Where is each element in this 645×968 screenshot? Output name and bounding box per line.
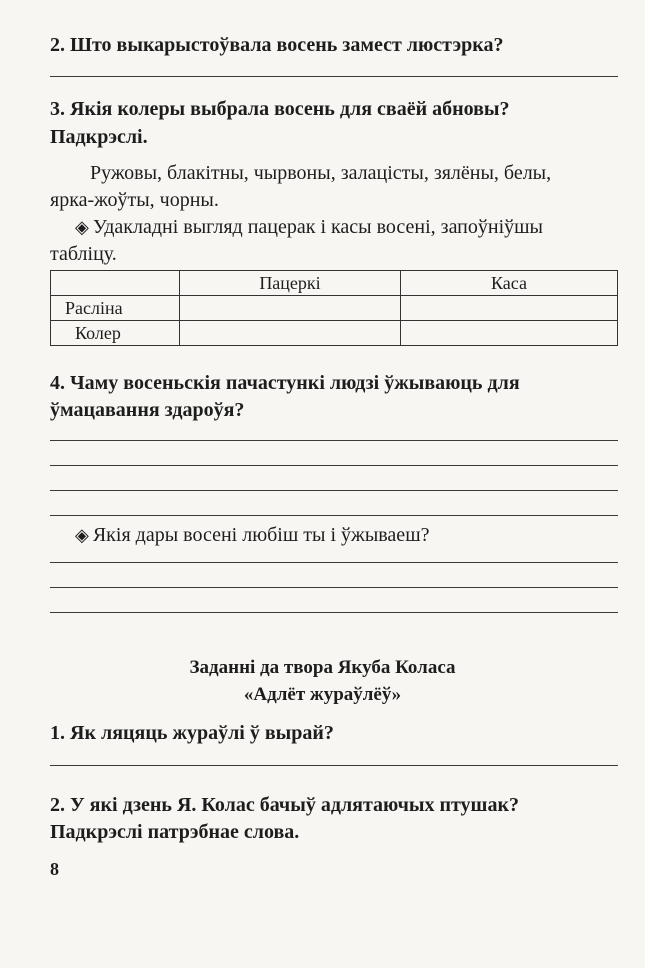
question-3-line1: 3. Якія колеры выбрала восень для сваёй абновы? xyxy=(50,98,510,120)
table-cell[interactable] xyxy=(180,296,401,321)
colors-list-line1: Ружовы, блакітны, чырвоны, залацісты, зялёны, белы, xyxy=(90,162,552,184)
section-subtitle: «Адлёт жураўлёў» xyxy=(243,684,402,705)
table-row-label: Расліна xyxy=(51,296,180,321)
answer-line xyxy=(50,612,618,613)
answer-line xyxy=(50,440,618,441)
answer-line xyxy=(50,562,618,563)
table-row-label: Колер xyxy=(51,321,180,346)
table-header-cell: Каса xyxy=(401,271,618,296)
kolas-question-2-line2: Падкрэслі патрэбнае слова. xyxy=(50,821,300,843)
answer-line xyxy=(50,765,618,766)
answer-line xyxy=(50,587,618,588)
answer-line xyxy=(50,76,618,77)
table-row xyxy=(51,321,618,346)
task-line1 xyxy=(75,214,543,241)
kolas-question-2-line1: 2. У які дзень Я. Колас бачыў адлятаючых птушак? xyxy=(50,794,519,816)
task-text: Удакладні выгляд пацерак і касы восені, запоўніўшы xyxy=(92,216,543,238)
answer-line xyxy=(50,490,618,491)
gifts-question-text: Якія дары восені любіш ты і ўжываеш? xyxy=(92,524,430,546)
answer-line xyxy=(50,515,618,516)
table-cell[interactable] xyxy=(180,321,401,346)
question-2: 2. Што выкарыстоўвала восень замест люстэрка? xyxy=(50,34,504,56)
question-4-line1: 4. Чаму восеньскія пачастункі людзі ўжываюць для xyxy=(50,372,520,394)
table-header-cell xyxy=(51,271,180,296)
table-cell[interactable] xyxy=(401,321,618,346)
gifts-question xyxy=(75,522,429,549)
table-header-row xyxy=(51,271,618,296)
table-cell[interactable] xyxy=(401,296,618,321)
diamond-bullet-icon: ◈ xyxy=(75,217,89,237)
question-4-line2: ўмацавання здароўя? xyxy=(50,399,245,421)
fill-in-table xyxy=(50,270,618,346)
colors-list-line2: ярка-жоўты, чорны. xyxy=(50,189,219,211)
table-row xyxy=(51,296,618,321)
page-number: 8 xyxy=(50,859,59,879)
question-3-line2: Падкрэслі. xyxy=(50,126,148,148)
kolas-question-1: 1. Як ляцяць жураўлі ў вырай? xyxy=(50,722,334,744)
task-line2: табліцу. xyxy=(50,243,117,265)
answer-line xyxy=(50,465,618,466)
section-title: Заданні да твора Якуба Коласа xyxy=(189,657,456,678)
diamond-bullet-icon: ◈ xyxy=(75,525,89,545)
table-header-cell: Пацеркі xyxy=(180,271,401,296)
